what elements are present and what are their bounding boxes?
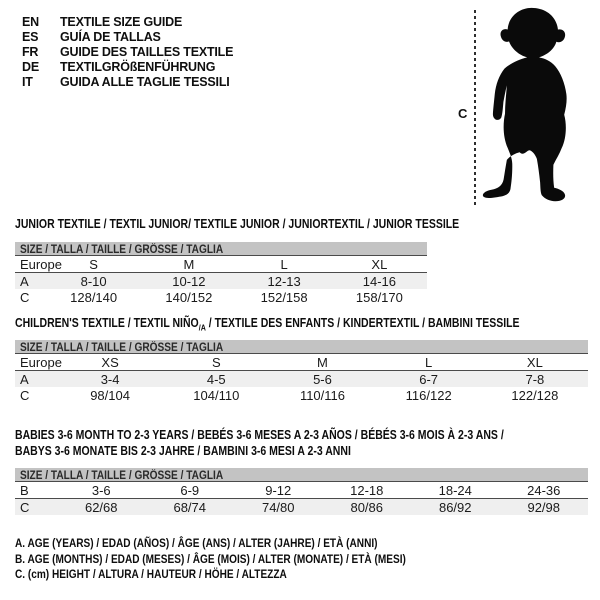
size-cell: 110/116 (299, 387, 345, 403)
height-label: C (458, 106, 468, 121)
language-row-fr (22, 45, 233, 60)
language-row-es (22, 30, 233, 45)
row-label: B (15, 482, 57, 499)
guide-title: GUÍA DE TALLAS (60, 30, 161, 44)
size-cell: 152/158 (260, 289, 308, 305)
row-label: C (20, 289, 30, 305)
guide-title: GUIDA ALLE TAGLIE TESSILI (60, 75, 230, 89)
size-cell: 62/68 (84, 499, 118, 515)
table-row (15, 289, 427, 305)
size-cell: 6-9 (146, 482, 235, 499)
row-label: A (20, 371, 29, 387)
language-row-de (22, 60, 233, 75)
legend-text: A. AGE (YEARS) / EDAD (AÑOS) / ÂGE (ANS) / ALTER (JAHRE) / ETÀ (ANNI) (15, 536, 378, 550)
size-cell: XL (332, 256, 427, 273)
legend-line-b (15, 552, 480, 568)
size-header-label: SIZE / TALLA / TAILLE / GRÖSSE / TAGLIA (20, 244, 224, 256)
table-row (15, 371, 588, 388)
junior-title-text: JUNIOR TEXTILE / TEXTIL JUNIOR/ TEXTILE JUNIOR / JUNIORTEXTIL / JUNIOR TESSILE (15, 217, 460, 231)
language-code: DE (22, 60, 39, 74)
guide-title: TEXTILGRÖßENFÜHRUNG (60, 60, 216, 74)
babies-size-table (15, 482, 588, 515)
language-code: FR (22, 45, 39, 59)
size-cell: 7-8 (525, 371, 545, 387)
size-cell: 12-18 (323, 482, 412, 499)
size-cell: M (269, 354, 375, 371)
size-cell: 80/86 (350, 499, 384, 515)
table-row (15, 354, 588, 371)
babies-table-title (15, 427, 597, 459)
size-cell: 122/128 (511, 387, 559, 403)
table-row (15, 256, 427, 273)
language-title-list (22, 15, 233, 90)
children-table-title (15, 316, 600, 333)
junior-size-table (15, 256, 427, 305)
language-row-it (22, 75, 233, 90)
size-cell: L (237, 256, 332, 273)
row-label: C (20, 387, 30, 403)
children-title-part1: CHILDREN'S TEXTILE / TEXTIL NIÑO (15, 316, 199, 330)
height-measure-figure (445, 4, 595, 214)
legend-line-c (15, 567, 480, 583)
size-cell: S (46, 256, 141, 273)
babies-title-line1: BABIES 3-6 MONTH TO 2-3 YEARS / BEBÉS 3-6 MESES A 2-3 AÑOS / BÉBÉS 3-6 MOIS À 2-3 ANS / (15, 428, 504, 442)
measurement-legend (15, 536, 480, 583)
size-cell: XL (482, 354, 588, 371)
row-label: C (20, 499, 30, 515)
junior-table-title (15, 217, 544, 231)
children-size-header-bar (15, 340, 588, 354)
size-cell: 4-5 (206, 371, 226, 387)
legend-text: C. (cm) HEIGHT / ALTURA / HAUTEUR / HÖHE / ALTEZZA (15, 567, 287, 581)
size-cell: 86/92 (438, 499, 472, 515)
size-cell: 10-12 (172, 273, 206, 289)
junior-size-header-bar (15, 242, 427, 256)
size-cell: 3-4 (100, 371, 120, 387)
legend-text: B. AGE (MONTHS) / EDAD (MESES) / ÂGE (MOIS) / ALTER (MONATE) / ETÀ (MESI) (15, 551, 406, 566)
children-size-table (15, 354, 588, 403)
size-cell: 18-24 (411, 482, 500, 499)
size-cell: M (141, 256, 236, 273)
size-cell: 68/74 (173, 499, 207, 515)
children-title-sub: /A (198, 322, 206, 333)
size-cell: 140/152 (165, 289, 213, 305)
size-cell: 116/122 (405, 387, 452, 403)
size-cell: 24-36 (500, 482, 589, 499)
size-cell: 98/104 (90, 387, 130, 403)
row-label: Europe (15, 354, 57, 371)
babies-title-line2: BABYS 3-6 MONATE BIS 2-3 JAHRE / BAMBINI 3-6 MESI A 2-3 ANNI (15, 444, 351, 458)
size-cell: 104/110 (193, 387, 240, 403)
guide-title: GUIDE DES TAILLES TEXTILE (60, 45, 234, 59)
size-cell: 3-6 (57, 482, 146, 499)
size-header-label: SIZE / TALLA / TAILLE / GRÖSSE / TAGLIA (20, 342, 224, 354)
size-cell: 5-6 (313, 371, 332, 387)
size-cell: 9-12 (234, 482, 323, 499)
size-cell: 6-7 (419, 371, 439, 387)
language-row-en (22, 15, 233, 30)
table-row (15, 482, 588, 499)
size-header-label: SIZE / TALLA / TAILLE / GRÖSSE / TAGLIA (20, 470, 224, 482)
table-row (15, 273, 427, 290)
size-cell: 74/80 (261, 499, 295, 515)
language-code: EN (22, 15, 39, 29)
guide-title: TEXTILE SIZE GUIDE (60, 15, 183, 29)
legend-line-a (15, 536, 480, 552)
size-cell: XS (57, 354, 163, 371)
size-cell: 14-16 (362, 273, 396, 289)
table-row (15, 387, 588, 403)
language-code: ES (22, 30, 39, 44)
size-cell: 92/98 (527, 499, 561, 515)
row-label: A (20, 273, 29, 289)
size-cell: 8-10 (80, 273, 107, 289)
table-row (15, 499, 588, 516)
children-title-part2: / TEXTILE DES ENFANTS / KINDERTEXTIL / BAMBINI TESSILE (205, 316, 520, 330)
language-code: IT (22, 75, 33, 89)
baby-silhouette-icon (483, 8, 567, 201)
size-cell: 158/170 (355, 289, 403, 305)
size-cell: L (376, 354, 482, 371)
size-cell: 12-13 (267, 273, 301, 289)
size-cell: 128/140 (70, 289, 118, 305)
baby-figure-svg (445, 4, 595, 214)
size-cell: S (163, 354, 269, 371)
babies-size-header-bar (15, 468, 588, 482)
row-label: Europe (15, 256, 46, 273)
